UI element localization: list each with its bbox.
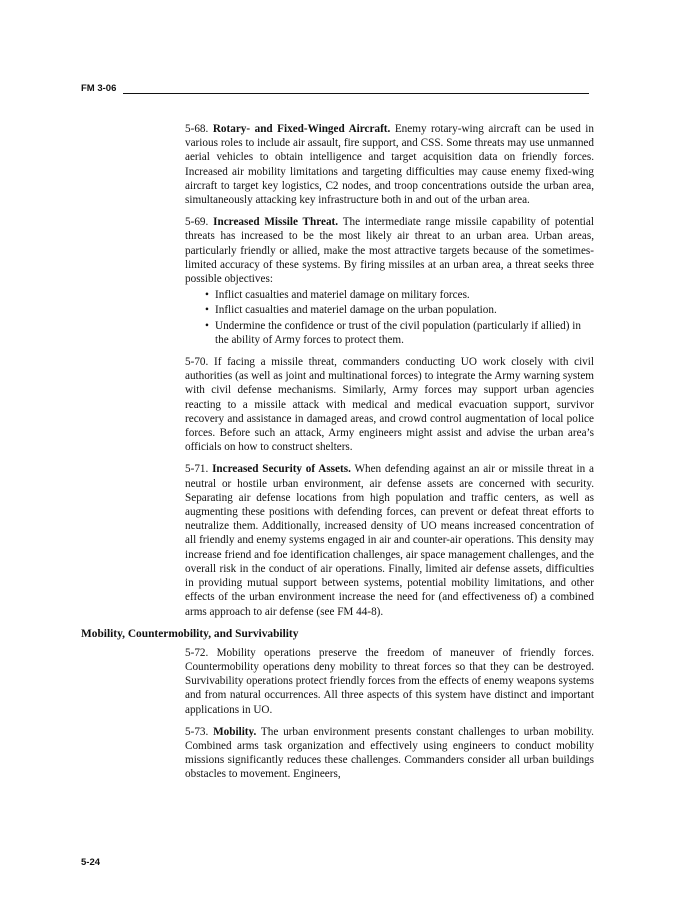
page-number: 5-24 — [81, 857, 101, 868]
header-rule — [123, 93, 589, 94]
body-column — [81, 122, 594, 790]
paragraph-number: 5-68. — [185, 123, 209, 135]
paragraph-5-73 — [185, 725, 594, 782]
paragraph-5-72 — [185, 646, 594, 717]
paragraph-text: Mobility operations preserve the freedom of maneuver of friendly forces. Countermobility operations deny mobility to threat forces so that they can be destroyed. Survivability operations protect friendly forces from the effects of enemy weapons systems and from natural occurrences. All three aspects of this system have distinct and important applications in UO. — [185, 646, 594, 716]
paragraph-number: 5-73. — [185, 725, 209, 738]
paragraph-text: The urban environment presents constant challenges to urban mobility. Combined arms task organization and effectively using engineers to conduct mobility missions significantly reduces these challenges. Commanders consider all urban buildings obstacles to movement. Engineers, — [185, 725, 594, 781]
paragraph-title: Increased Security of Assets. — [212, 463, 351, 476]
paragraph-5-68 — [185, 122, 594, 207]
paragraph-title: Mobility. — [213, 725, 257, 738]
list-item: • Inflict casualties and materiel damage on military forces. — [205, 288, 594, 302]
paragraph-text: If facing a missile threat, commanders conducting UO work closely with civil authorities (as well as joint and multinational forces) to integrate the Army warning system with civil defense mechanisms. Similarly, Army forces may support urban agencies reacting to a missile attack with medical and medical evacuation support, survivor recovery and assistance in damaged areas, and crowd control augmentation of local police forces. Before such an attack, Army engineers might assist and advise the urban area’s officials on how to construct shelters. — [185, 356, 594, 454]
list-item: • Undermine the confidence or trust of the civil population (particularly if allied) in the ability of Army forces to protect them. — [205, 319, 594, 347]
section-heading: Mobility, Countermobility, and Survivability — [81, 627, 299, 640]
paragraph-title: Rotary- and Fixed-Winged Aircraft. — [212, 123, 391, 135]
page-header — [81, 83, 589, 96]
paragraph-5-71 — [185, 462, 594, 618]
paragraph-title: Increased Missile Threat. — [213, 216, 339, 229]
manual-id: FM 3-06 — [81, 83, 117, 94]
list-item: • Inflict casualties and materiel damage on the urban population. — [205, 303, 594, 317]
paragraph-number: 5-70. — [185, 356, 209, 369]
paragraph-text: When defending against an air or missile threat in a neutral or hostile urban environment, air defense assets are concerned with security. Separating air defense locations from high population and traffic centers, as well as augmenting these positions with defending forces, can prevent or defeat threat efforts to neutralize them. Additionally, increased density of UO means increased concentration of all friendly and enemy systems engaged in air and counter-air operations. This density may increase friend and foe identification challenges, air space management challenges, and the overall risk in the conduct of air operations. Finally, limited air defense assets, difficulties in providing mutual support between systems, potential mobility limitations, and other effects of the urban environment increase the need for (and effectiveness of) a combined arms approach to air defense (see FM 44-8). — [185, 463, 594, 618]
paragraph-text: The intermediate range missile capability of potential threats has increased to be the most likely air threat to an urban area. Urban areas, particularly friendly or allied, make the most attractive targets because of the sometimes-limited accuracy of these systems. By firing missiles at an urban area, a threat seeks three possible objectives: — [185, 216, 594, 286]
paragraph-number: 5-72. — [185, 646, 209, 659]
paragraph-number: 5-71. — [185, 463, 209, 476]
paragraph-5-69 — [185, 215, 594, 286]
paragraph-text: Enemy rotary-wing aircraft can be used in various roles to include air assault, fire support, and CSS. Some threats may use unmanned aerial vehicles to obtain intelligence and target acquisition data on friendly forces. Increased air mobility limitations and targeting difficulties may cause enemy fixed-wing aircraft to target key logistics, C2 nodes, and troop concentrations outside the urban area, simultaneously attacking key infrastructure both in and out of the urban area. — [185, 123, 594, 207]
objectives-list — [185, 288, 594, 347]
paragraph-number: 5-69. — [185, 216, 209, 229]
paragraph-5-70 — [185, 355, 594, 454]
